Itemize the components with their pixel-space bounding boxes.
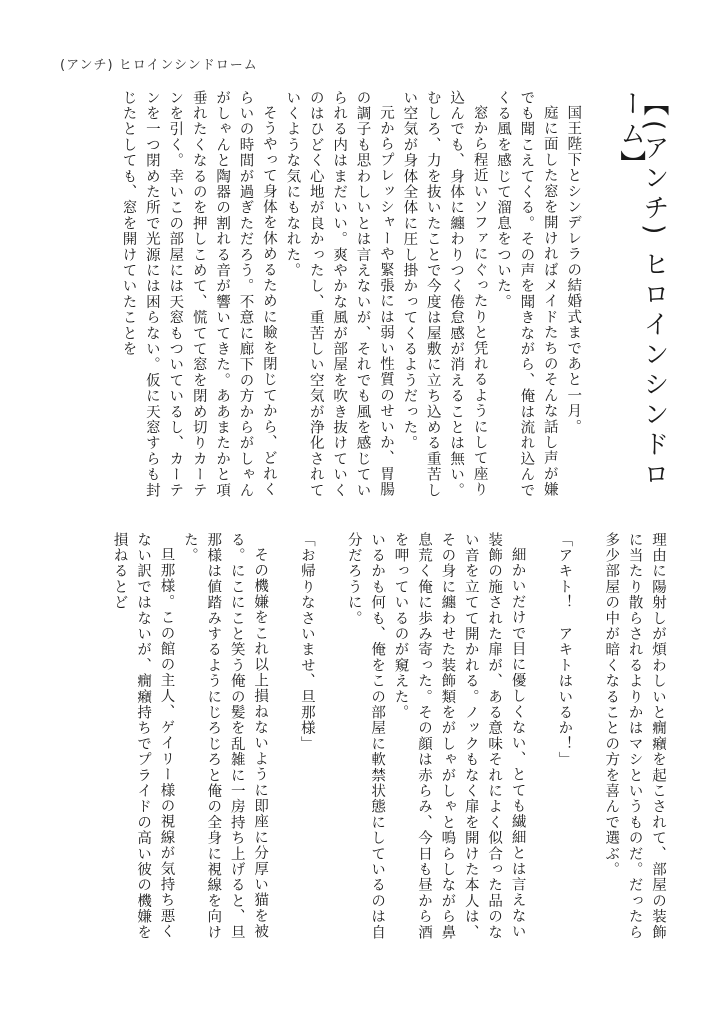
paragraph: そうやって身体を休めるために瞼を閉じてから、どれくらいの時間が過ぎただろう。不意に廊下の方からがしゃんがしゃんと陶器の割れる音が響いてきた。ああまたかと項垂れたくなるのを押しこめて、慌てて窓を閉め切りカーテンを引く。幸いこの部屋には天窓もついているし、カーテンを一つ閉めた所で光源には困らない。仮に天窓すらも封じたとしても、窓を開けていたことを [120,90,277,499]
blank-line [271,532,294,952]
dialogue-line: 「アキト！ アキトはいるか！」 [556,532,573,768]
paragraph: その機嫌をこれ以上損ねないように即座に分厚い猫を被る。にこにこと笑う俺の髪を乱雑に一房持ち上げると、旦那様は値踏みするようにじろじろと俺の全身に視線を向けた。 [181,532,269,941]
paragraph: 窓から程近いソファにぐったりと凭れるようにして座り込んでも、身体に纏わりつく倦怠感が消えることは無い。むしろ、力を抜いたことで今度は屋敷に立ち込める重苦しい空気が身体全体に圧し掛かってくるようだった。 [401,90,488,499]
paragraph: 元からプレッシャーや緊張には弱い性質のせいか、胃腸の調子も思わしいとは言えないが、それでも風を感じていられる内はまだいい。爽やかな風が部屋を吹き抜けていくのはひどく心地が良かったし、重苦しい空気が浄化されていくような気にもなれた。 [284,90,394,499]
paragraph: 庭に面した窓を開ければメイドたちのそんな話し声が嫌でも聞こえてくる。その声を聞きながら、俺は流れ込んでくる風を感じて溜息をついた。 [494,90,558,499]
lower-text-block [59,532,669,952]
upper-text-block [59,90,669,510]
dialogue-line: 「お帰りなさいませ、旦那様」 [298,532,315,752]
blank-line [318,532,341,952]
paragraph: 理由に陽射しが煩わしいと癇癪を起こされて、部屋の装飾に当たり散らされるよりかはマシというものだ。だったら多少部屋の中が暗くなることの方を喜んで選ぶ。 [603,532,666,941]
paragraph: 国王陛下とシンデレラの結婚式まであと一月。 [565,104,582,435]
paragraph: 細かいだけで目に優しくない、とても繊細とは言えない装飾の施された扉が、ある意味それによく似合った品のない音を立てて開かれる。ノックもなく扉を開けた本人は、その身に纏わせた装飾類をがしゃがしゃと鳴らしながら鼻息荒く俺に歩み寄った。その顔は赤らみ、今日も昼から酒を呷っているのが窺えた。 [392,532,526,941]
paragraph: いるかも何も、俺をこの部屋に軟禁状態にしているのは自分だろうに。 [345,532,386,941]
paragraph: 旦那様。この館の主人、ゲイリー様の視線が気持ち悪くない訳ではないが、癇癪持ちでプライドの高い彼の機嫌を損ねるとど [111,532,175,941]
blank-line [529,532,552,952]
running-header: (アンチ) ヒロインシンドローム [60,58,258,73]
chapter-title: 【(アンチ) ヒロインシンドローム】 [615,90,669,491]
blank-line [575,532,598,952]
